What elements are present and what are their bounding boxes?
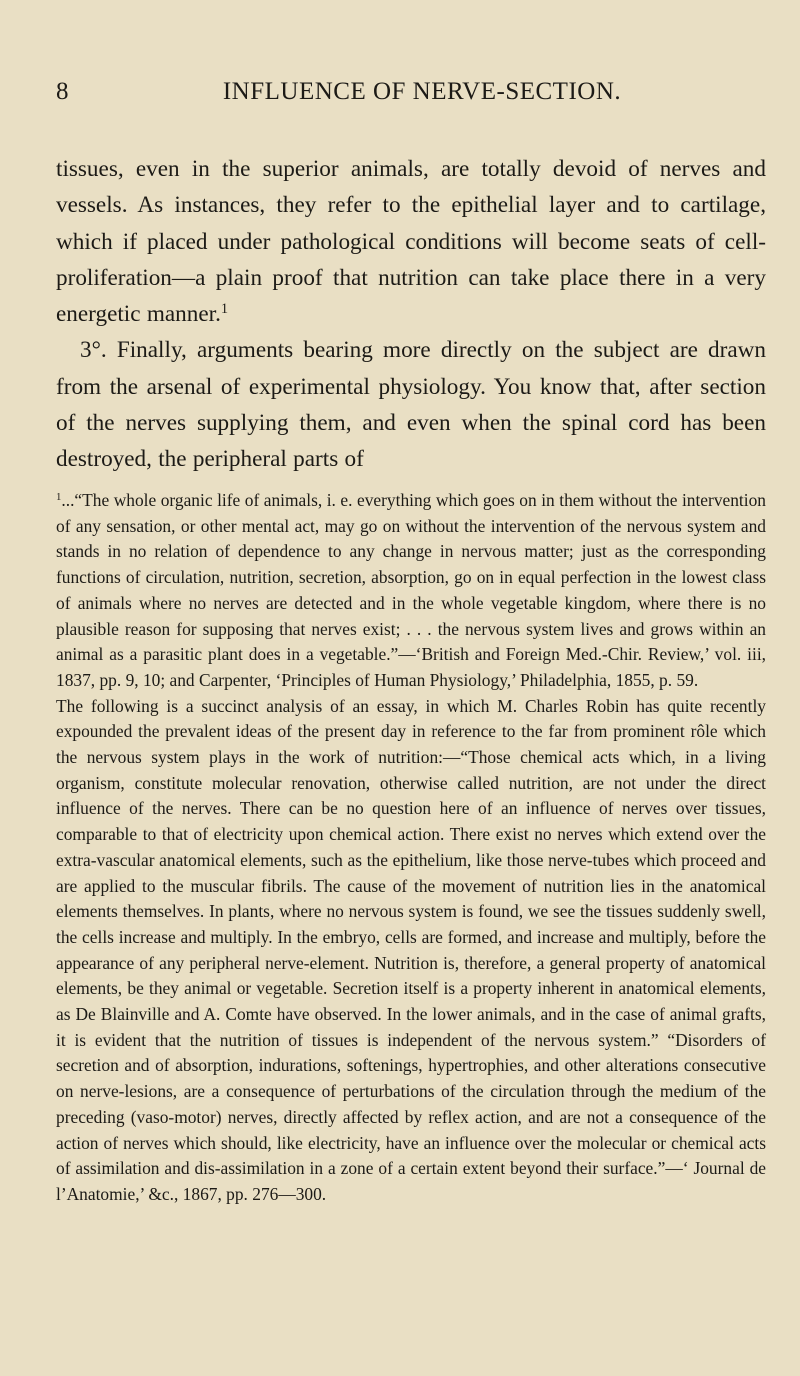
footnote-marker: 1	[56, 491, 62, 504]
footnote-1	[56, 488, 766, 694]
footnote-1-text: ...“The whole organic life of animals, i. e. everything which goes on in them without the intervention of any sensation, or other mental act, may go on without the intervention of the nervous system and stands in no relation of dependence to any change in nervous matter; just as the corresponding functions of circulation, nutrition, secretion, absorption, go on in equal perfection in the lowest class of animals where no nerves are detected and in the whole vegetable kingdom, where there is no plausible reason for supposing that nerves exist; . . . the nervous system lives and grows within an animal as a parasitic plant does in a vegetable.”—‘British and Foreign Med.-Chir. Review,’ vol. iii, 1837, pp. 9, 10; and Carpenter, ‘Principles of Human Physiology,’ Philadelphia, 1855, p. 59.	[56, 490, 766, 690]
body-paragraph-2: 3°. Finally, arguments bearing more directly on the subject are drawn from the arsenal of experimental physiology. You know that, after section of the nerves supplying them, and even when the spinal cord has been destroyed, the peripheral parts of	[56, 337, 766, 473]
running-title: INFLUENCE OF NERVE-SECTION.	[222, 78, 622, 105]
body-paragraph-1-text: tissues, even in the superior animals, are totally devoid of nerves and vessels. As instances, they refer to the epithelial layer and to cartilage, which if placed under pathological conditions will become seats of cell-proliferation—a plain proof that nutrition can take place there in a very energetic manner.	[56, 156, 766, 328]
footnotes	[56, 488, 766, 1208]
running-head	[56, 78, 768, 108]
body-paragraph-1	[56, 151, 766, 332]
footnote-2: The following is a succinct analysis of an essay, in which M. Charles Robin has quite recently expounded the prevalent ideas of the present day in reference to the far from prominent rôle which the nervous system plays in the work of nutrition:—“Those chemical acts which, in a living organism, constitute molecular renovation, otherwise called nutrition, are not under the direct influence of the nerves. There can be no question here of an influence of nerves over tissues, comparable to that of electricity upon chemical action. There exist no nerves which extend over the extra-vascular anatomical elements, such as the epithelium, like those nerve-tubes which proceed and are applied to the muscular fibrils. The cause of the movement of nutrition lies in the anatomical elements themselves. In plants, where no nervous system is found, we see the tissues suddenly swell, the cells increase and multiply. In the embryo, cells are formed, and increase and multiply, before the appearance of any peripheral nerve-element. Nutrition is, therefore, a general property of anatomical elements, be they animal or vegetable. Secretion itself is a property inherent in anatomical elements, as De Blainville and A. Comte have observed. In the lower animals, and in the case of animal grafts, it is evident that the nutrition of tissues is independent of the nervous system.” “Disorders of secretion and of absorption, indurations, softenings, hypertrophies, and other alterations consecutive on nerve-lesions, are a consequence of perturbations of the circulation through the medium of the preceding (vaso-motor) nerves, directly affected by reflex action, and are not a consequence of the action of nerves which should, like electricity, have an influence over the molecular or chemical acts of assimilation and dis-assimilation in a zone of a certain extent beyond their surface.”—‘ Journal de l’Anatomie,’ &c., 1867, pp. 276—300.	[56, 695, 766, 1204]
body-text	[56, 151, 766, 478]
page-number: 8	[56, 78, 69, 105]
footnote-reference: 1	[220, 301, 229, 318]
